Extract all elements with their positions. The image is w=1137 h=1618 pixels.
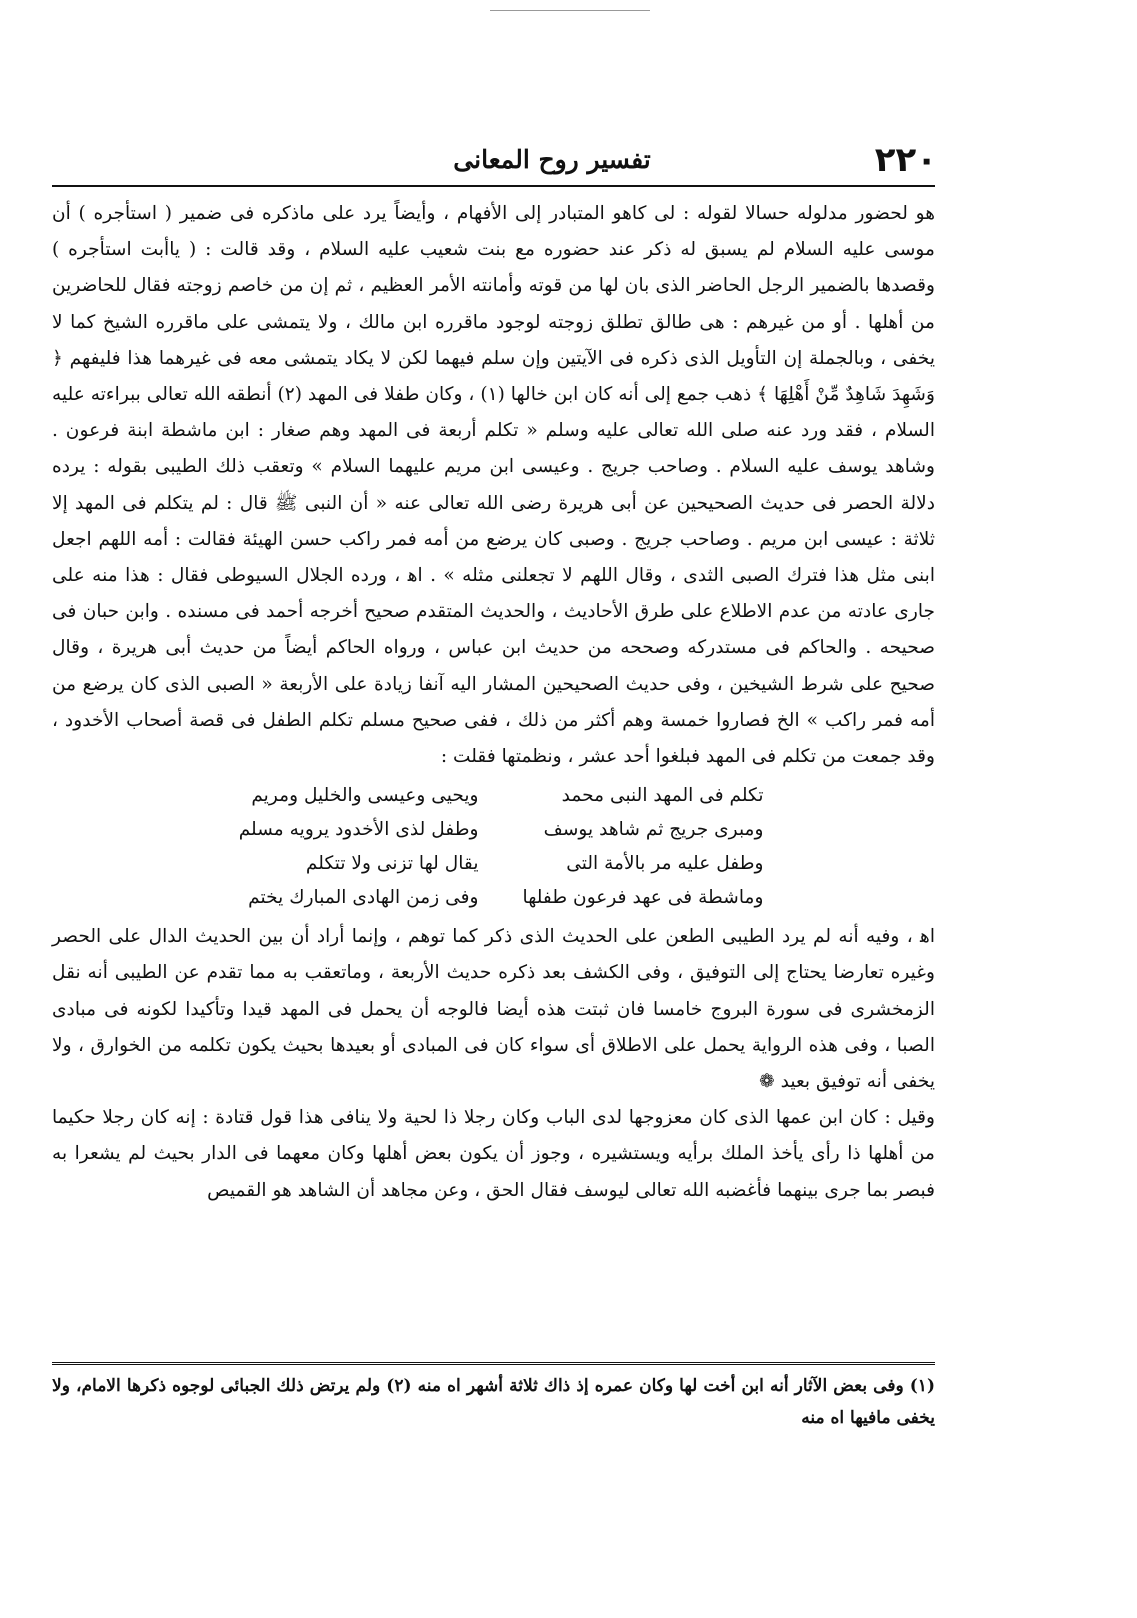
paragraph-1: هو لحضور مدلوله حسالا لقوله : لى كاهو المتبادر إلى الأفهام ، وأيضاً يرد على ماذكره فى ضمير ( استأجره ) أن موسى عليه السلام لم يسبق له ذكر عند حضوره مع بنت شعيب عليه السلام ، وقد قالت : ( ياأبت استأجره ) وقصدها بالضمير الرجل الحاضر الذى بان لها من قوته وأمانته الأمر العظيم ، ثم إن من خاصم زوجته فقال للحاضرين من أهلها . أو من غيرهم : هى طالق تطلق زوجته لوجود ماقرره ابن مالك ، ولا يتمشى على ماقرره الشيخ كما لا يخفى ، وبالجملة إن التأويل الذى ذكره فى الآيتين وإن سلم فيهما لكن لا يكاد يتمشى معه فى غيرهما هذا فليفهم ﴿ وَشَهِدَ شَاهِدٌ مِّنْ أَهْلِهَا ﴾ ذهب جمع إلى أنه كان ابن خالها (١) ، وكان طفلا فى المهد (٢) أنطقه الله تعالى ببراءته عليه السلام ، فقد ورد عنه صلى الله تعالى عليه وسلم « تكلم أربعة فى المهد وهم صغار : ابن ماشطة ابنة فرعون . وشاهد يوسف عليه السلام . وصاحب جريج . وعيسى ابن مريم عليهما السلام » وتعقب ذلك الطيبى بقوله : يرده دلالة الحصر فى حديث الصحيحين عن أبى هريرة رضى الله تعالى عنه « أن النبى ﷺ قال : لم يتكلم فى المهد إلا ثلاثة : عيسى ابن مريم . وصاحب جريج . وصبى كان يرضع من أمه فمر راكب حسن الهيئة فقالت : أمه اللهم اجعل ابنى مثل هذا فترك الصبى الثدى ، وقال اللهم لا تجعلنى مثله » . اه‍ ، ورده الجلال السيوطى فقال : هذا منه على جارى عادته من عدم الاطلاع على طرق الأحاديث ، والحديث المتقدم صحيح أخرجه أحمد فى مسنده . وابن حبان فى صحيحه . والحاكم فى مستدركه وصححه من حديث ابن عباس ، ورواه الحاكم أيضاً من حديث أبى هريرة ، وقال صحيح على شرط الشيخين ، وفى حديث الصحيحين المشار اليه آنفا زيادة على الأربعة « الصبى الذى كان يرضع من أمه فمر راكب » الخ فصاروا خمسة وهم أكثر من ذلك ، ففى صحيح مسلم تكلم الطفل فى قصة أصحاب الأخدود ، وقد جمعت من تكلم فى المهد فبلغوا أحد عشر ، ونظمتها فقلت : xyxy=(52,203,935,768)
verse-3-second-hemistich: يقال لها تزنى ولا تتكلم xyxy=(305,853,479,875)
footnote-rule xyxy=(52,1362,935,1365)
paragraph-3: وقيل : كان ابن عمها الذى كان معزوجها لدى الباب وكان رجلا ذا لحية ولا ينافى هذا قول قتادة : إنه كان رجلا حكيما من أهلها ذا رأى يأخذ الملك برأيه ويستشيره ، وجوز أن يكون بعض أهلها وكان معهما فى الدار بحيث لم يشعرا به فبصر بما جرى بينهما فأغضبه الله تعالى ليوسف فقال الحق ، وعن مجاهد أن الشاهد هو القميص xyxy=(52,1107,935,1201)
page-header xyxy=(52,136,937,184)
verse-3-first-hemistich: وطفل عليه مر بالأمة التى xyxy=(566,853,764,875)
verse-1-first-hemistich: تكلم فى المهد النبى محمد xyxy=(561,785,764,807)
page-number: ٢٢٠ xyxy=(874,140,937,180)
verse-4-first-hemistich: وماشطة فى عهد فرعون طفلها xyxy=(522,887,764,909)
running-title: تفسير روح المعانى xyxy=(453,145,651,174)
verse-2-first-hemistich: ومبرى جريج ثم شاهد يوسف xyxy=(543,819,764,841)
verse-2-second-hemistich: وطفل لذى الأخدود يرويه مسلم xyxy=(238,819,479,841)
footnote: (١) وفى بعض الآثار أنه ابن أخت لها وكان عمره إذ ذاك ثلاثة أشهر اه منه (٢) ولم يرتض ذلك الجبائى لوجوه ذكرها الامام، ولا يخفى مافيها اه منه xyxy=(52,1376,935,1428)
top-rule xyxy=(490,10,650,11)
verse-1-second-hemistich: ويحيى وعيسى والخليل ومريم xyxy=(251,785,479,807)
header-rule xyxy=(52,185,935,187)
poem xyxy=(224,779,764,915)
verse-4-second-hemistich: وفى زمن الهادى المبارك يختم xyxy=(248,887,479,909)
main-text xyxy=(52,196,935,1262)
paragraph-2: اه‍ ، وفيه أنه لم يرد الطيبى الطعن على الحديث الذى ذكر كما توهم ، وإنما أراد أن بين الحديث الدال على الحصر وغيره تعارضا يحتاج إلى التوفيق ، وفى الكشف بعد ذكره حديث الأربعة ، وماتعقب به مما تقدم عن الطيبى أنه نقل الزمخشرى فى سورة البروج خامسا فان ثبتت هذه أيضا فالوجه أن يحمل فى المهد قيدا وتأكيدا لكونه فى مبادى الصبا ، وفى هذه الرواية يحمل على الاطلاق أى سواء كان فى المبادى أو بعيدها بحيث يكون تكلمه من الخوارق ، ولا يخفى أنه توفيق بعيد ❁ xyxy=(52,926,936,1093)
